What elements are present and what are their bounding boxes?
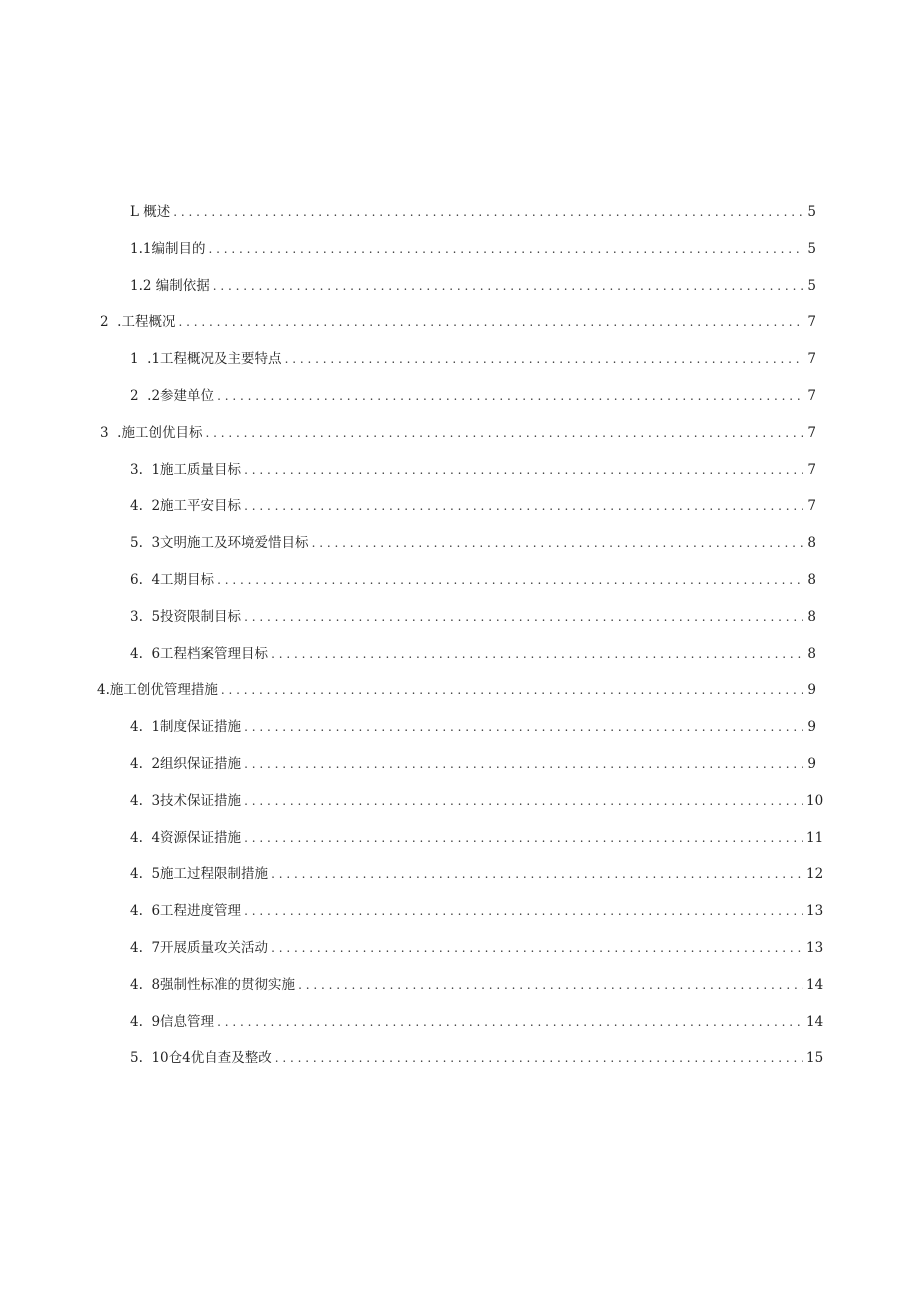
toc-entry[interactable] (0, 197, 920, 234)
dot-leader (205, 418, 803, 448)
dot-leader (298, 970, 803, 1000)
toc-entry[interactable] (0, 896, 920, 933)
dot-leader (244, 455, 803, 485)
dot-leader (213, 271, 803, 301)
toc-entry[interactable] (0, 786, 920, 823)
toc-title: 5施工过程限制措施 (151, 866, 269, 883)
toc-entry[interactable] (0, 933, 920, 970)
toc-entry[interactable] (0, 455, 920, 492)
toc-title: 1施工质量目标 (151, 461, 242, 478)
toc-title: 3文明施工及环境爱惜目标 (151, 535, 309, 552)
toc-entry[interactable] (0, 823, 920, 860)
toc-entry[interactable] (0, 565, 920, 602)
dot-leader (285, 344, 803, 374)
dot-leader (244, 823, 803, 853)
toc-number: 3. (130, 608, 152, 625)
toc-title: 10仓4优自查及整改 (151, 1050, 272, 1067)
toc-page-number: 14 (806, 976, 824, 993)
toc-page-number: 8 (807, 645, 816, 662)
toc-number: 4. (130, 829, 152, 846)
dot-leader (275, 1043, 803, 1073)
toc-entry[interactable] (0, 639, 920, 676)
dot-leader (244, 786, 803, 816)
toc-number: 4. (97, 682, 110, 699)
toc-number: 4. (130, 498, 152, 515)
toc-number: 5. (130, 1050, 152, 1067)
toc-title: 3技术保证措施 (151, 792, 242, 809)
toc-title: 7开展质量攻关活动 (151, 939, 269, 956)
dot-leader (208, 234, 803, 264)
toc-title: .施工创优目标 (117, 424, 203, 441)
dot-leader (217, 565, 803, 595)
toc-title: 概述 (143, 204, 171, 220)
toc-page-number: 14 (806, 1013, 824, 1030)
toc-page-number: 9 (807, 719, 816, 736)
toc-title: 2组织保证措施 (151, 755, 242, 772)
toc-entry[interactable] (0, 859, 920, 896)
toc-number: 4. (130, 939, 152, 956)
toc-page-number: 11 (806, 829, 824, 846)
table-of-contents (0, 197, 920, 1080)
toc-title: 编制依据 (155, 277, 210, 294)
toc-page-number: 7 (807, 387, 816, 404)
toc-entry[interactable] (0, 491, 920, 528)
toc-entry[interactable] (0, 602, 920, 639)
toc-number: 1 (130, 351, 148, 368)
toc-number: 4. (130, 903, 152, 920)
toc-page-number: 7 (807, 461, 816, 478)
toc-title: 9信息管理 (151, 1013, 215, 1030)
toc-entry[interactable] (0, 381, 920, 418)
toc-title: 4资源保证措施 (151, 829, 242, 846)
dot-leader (217, 381, 803, 411)
toc-title: 2施工平安目标 (151, 498, 242, 515)
toc-number: 4. (130, 792, 152, 809)
dot-leader (173, 197, 803, 227)
toc-title: 6工程进度管理 (151, 903, 242, 920)
toc-title: 施工创优管理措施 (109, 682, 218, 699)
toc-entry[interactable] (0, 1007, 920, 1044)
dot-leader (244, 749, 803, 779)
toc-entry[interactable] (0, 418, 920, 455)
dot-leader (244, 712, 803, 742)
toc-page-number: 13 (806, 939, 824, 956)
toc-number: 4. (130, 1013, 152, 1030)
toc-page-number: 7 (807, 351, 816, 368)
dot-leader (244, 896, 803, 926)
dot-leader (312, 528, 803, 558)
toc-page-number: 8 (807, 535, 816, 552)
toc-title: 6工程档案管理目标 (151, 645, 269, 662)
toc-page-number: 9 (807, 755, 816, 772)
toc-title: 1制度保证措施 (151, 719, 242, 736)
toc-number: 4. (130, 866, 152, 883)
toc-page-number: 9 (807, 682, 816, 699)
toc-number: 4. (130, 719, 152, 736)
toc-entry[interactable] (0, 970, 920, 1007)
toc-title: .工程概况 (117, 314, 176, 331)
toc-page-number: 7 (807, 314, 816, 331)
toc-title: .2参建单位 (147, 387, 215, 404)
toc-entry[interactable] (0, 307, 920, 344)
toc-page-number: 5 (807, 277, 816, 294)
dot-leader (244, 491, 803, 521)
toc-number: 2 (130, 387, 148, 404)
toc-number: 5. (130, 535, 152, 552)
toc-entry[interactable] (0, 344, 920, 381)
toc-number: 1.1 (130, 240, 152, 257)
toc-number: 3 (100, 424, 118, 441)
dot-leader (221, 675, 803, 705)
dot-leader (217, 1007, 803, 1037)
toc-number: L (130, 204, 144, 220)
toc-page-number: 8 (807, 571, 816, 588)
toc-number: 1.2 (130, 277, 156, 294)
toc-page-number: 12 (806, 866, 824, 883)
toc-entry[interactable] (0, 749, 920, 786)
dot-leader (178, 307, 803, 337)
toc-page-number: 13 (806, 903, 824, 920)
toc-page-number: 5 (807, 204, 816, 220)
toc-page-number: 10 (806, 792, 824, 809)
toc-number: 6. (130, 571, 152, 588)
toc-page-number: 7 (807, 498, 816, 515)
toc-number: 4. (130, 755, 152, 772)
dot-leader (271, 933, 803, 963)
toc-title: 8强制性标准的贯彻实施 (151, 976, 296, 993)
toc-entry[interactable] (0, 271, 920, 308)
dot-leader (244, 602, 803, 632)
toc-entry[interactable] (0, 675, 920, 712)
dot-leader (271, 639, 803, 669)
toc-title: 编制目的 (151, 240, 206, 257)
toc-number: 4. (130, 976, 152, 993)
toc-title: .1工程概况及主要特点 (147, 351, 282, 368)
toc-page-number: 8 (807, 608, 816, 625)
toc-page-number: 7 (807, 424, 816, 441)
toc-entry[interactable] (0, 528, 920, 565)
toc-number: 4. (130, 645, 152, 662)
toc-entry[interactable] (0, 712, 920, 749)
dot-leader (271, 859, 803, 889)
toc-number: 3. (130, 461, 152, 478)
toc-entry[interactable] (0, 234, 920, 271)
toc-entry[interactable] (0, 1043, 920, 1080)
toc-title: 4工期目标 (151, 571, 215, 588)
toc-page-number: 15 (806, 1050, 824, 1067)
toc-page-number: 5 (807, 240, 816, 257)
toc-number: 2 (100, 314, 118, 331)
toc-title: 5投资限制目标 (151, 608, 242, 625)
